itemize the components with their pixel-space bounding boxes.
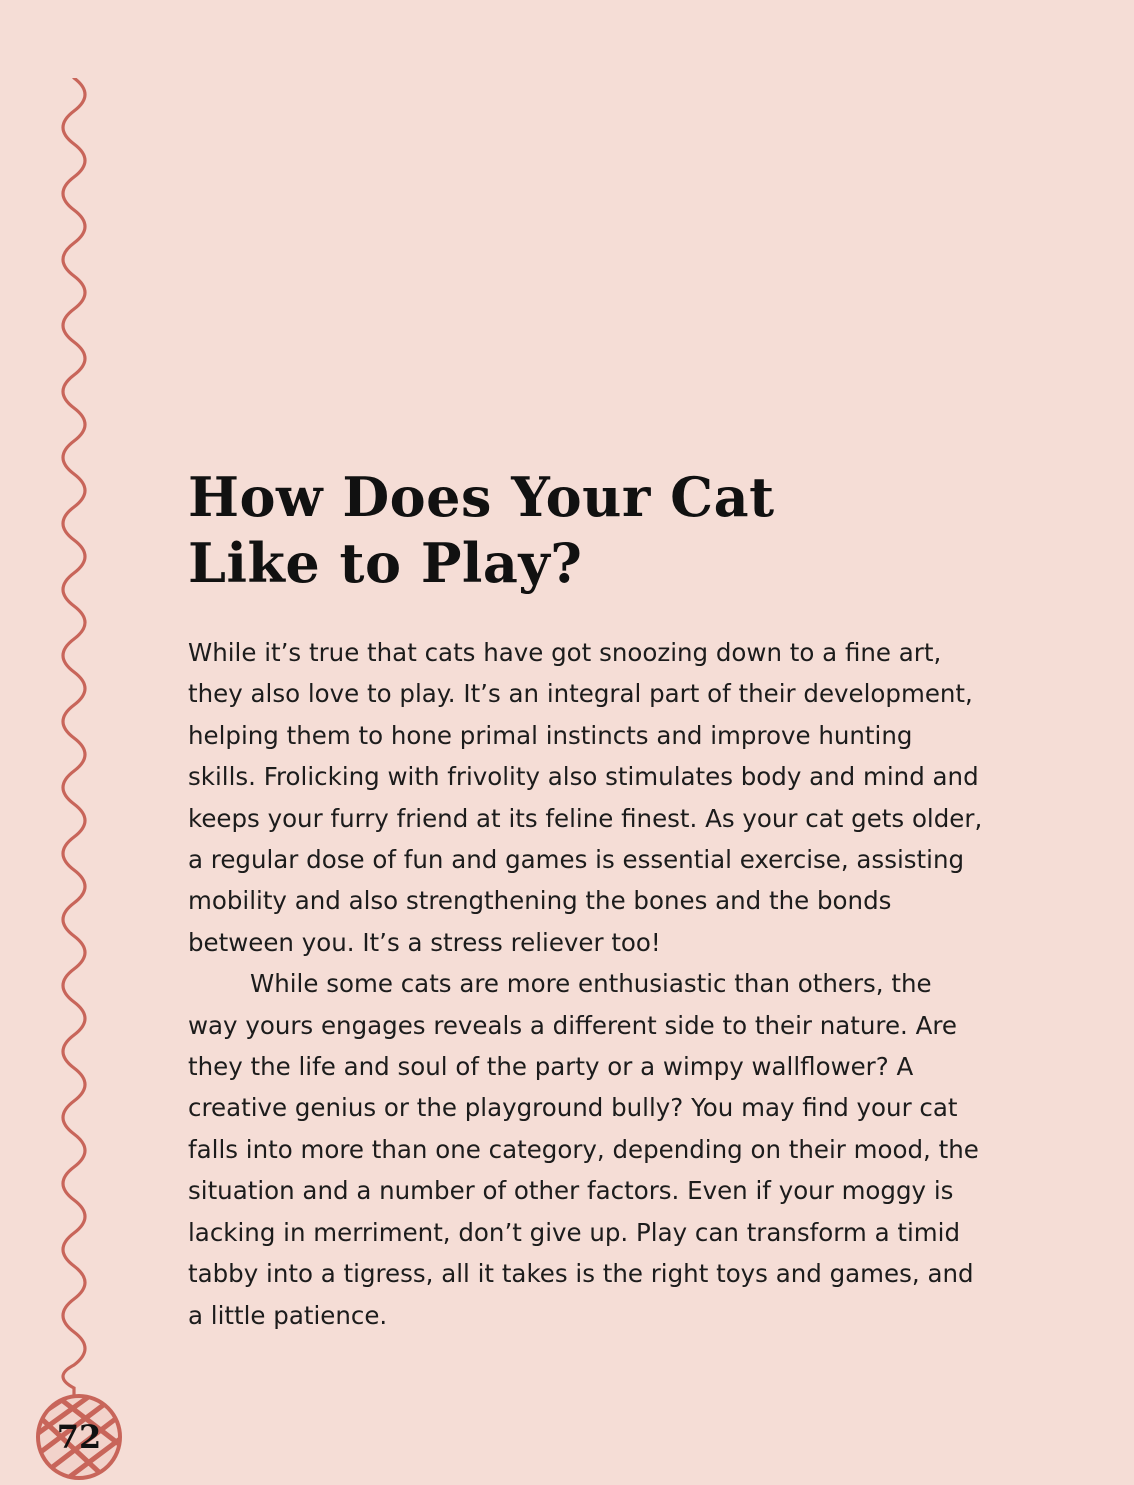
title-line-2: Like to Play? [188, 531, 583, 595]
paragraph-2: While some cats are more enthusiastic than others, the way yours engages reveals a different side to their nature. Are they the life and soul of the party or a wimpy wallflower? A creative genius or the playground bully? You may find your cat falls into more than one category, depending on their mood, the situation and a number of other factors. Even if your moggy is lacking in merriment, don’t give up. Play can transform a timid tabby into a tigress, all it takes is the right toys and games, and a little patience. [188, 969, 979, 1330]
body-text [188, 632, 988, 1336]
paragraph-1: While it’s true that cats have got snoozing down to a fine art, they also love to play. It’s an integral part of their development, helping them to hone primal instincts and improve hunting skills. Frolicking with frivolity also stimulates body and mind and keeps your furry friend at its feline finest. As your cat gets older, a regular dose of fun and games is essential exercise, assisting mobility and also strengthening the bones and the bonds between you. It’s a stress reliever too! [188, 638, 983, 957]
wavy-yarn-string-icon [56, 78, 96, 1408]
title-line-1: How Does Your Cat [188, 465, 775, 529]
page-number: 72 [56, 1418, 102, 1456]
page-title [188, 464, 948, 596]
